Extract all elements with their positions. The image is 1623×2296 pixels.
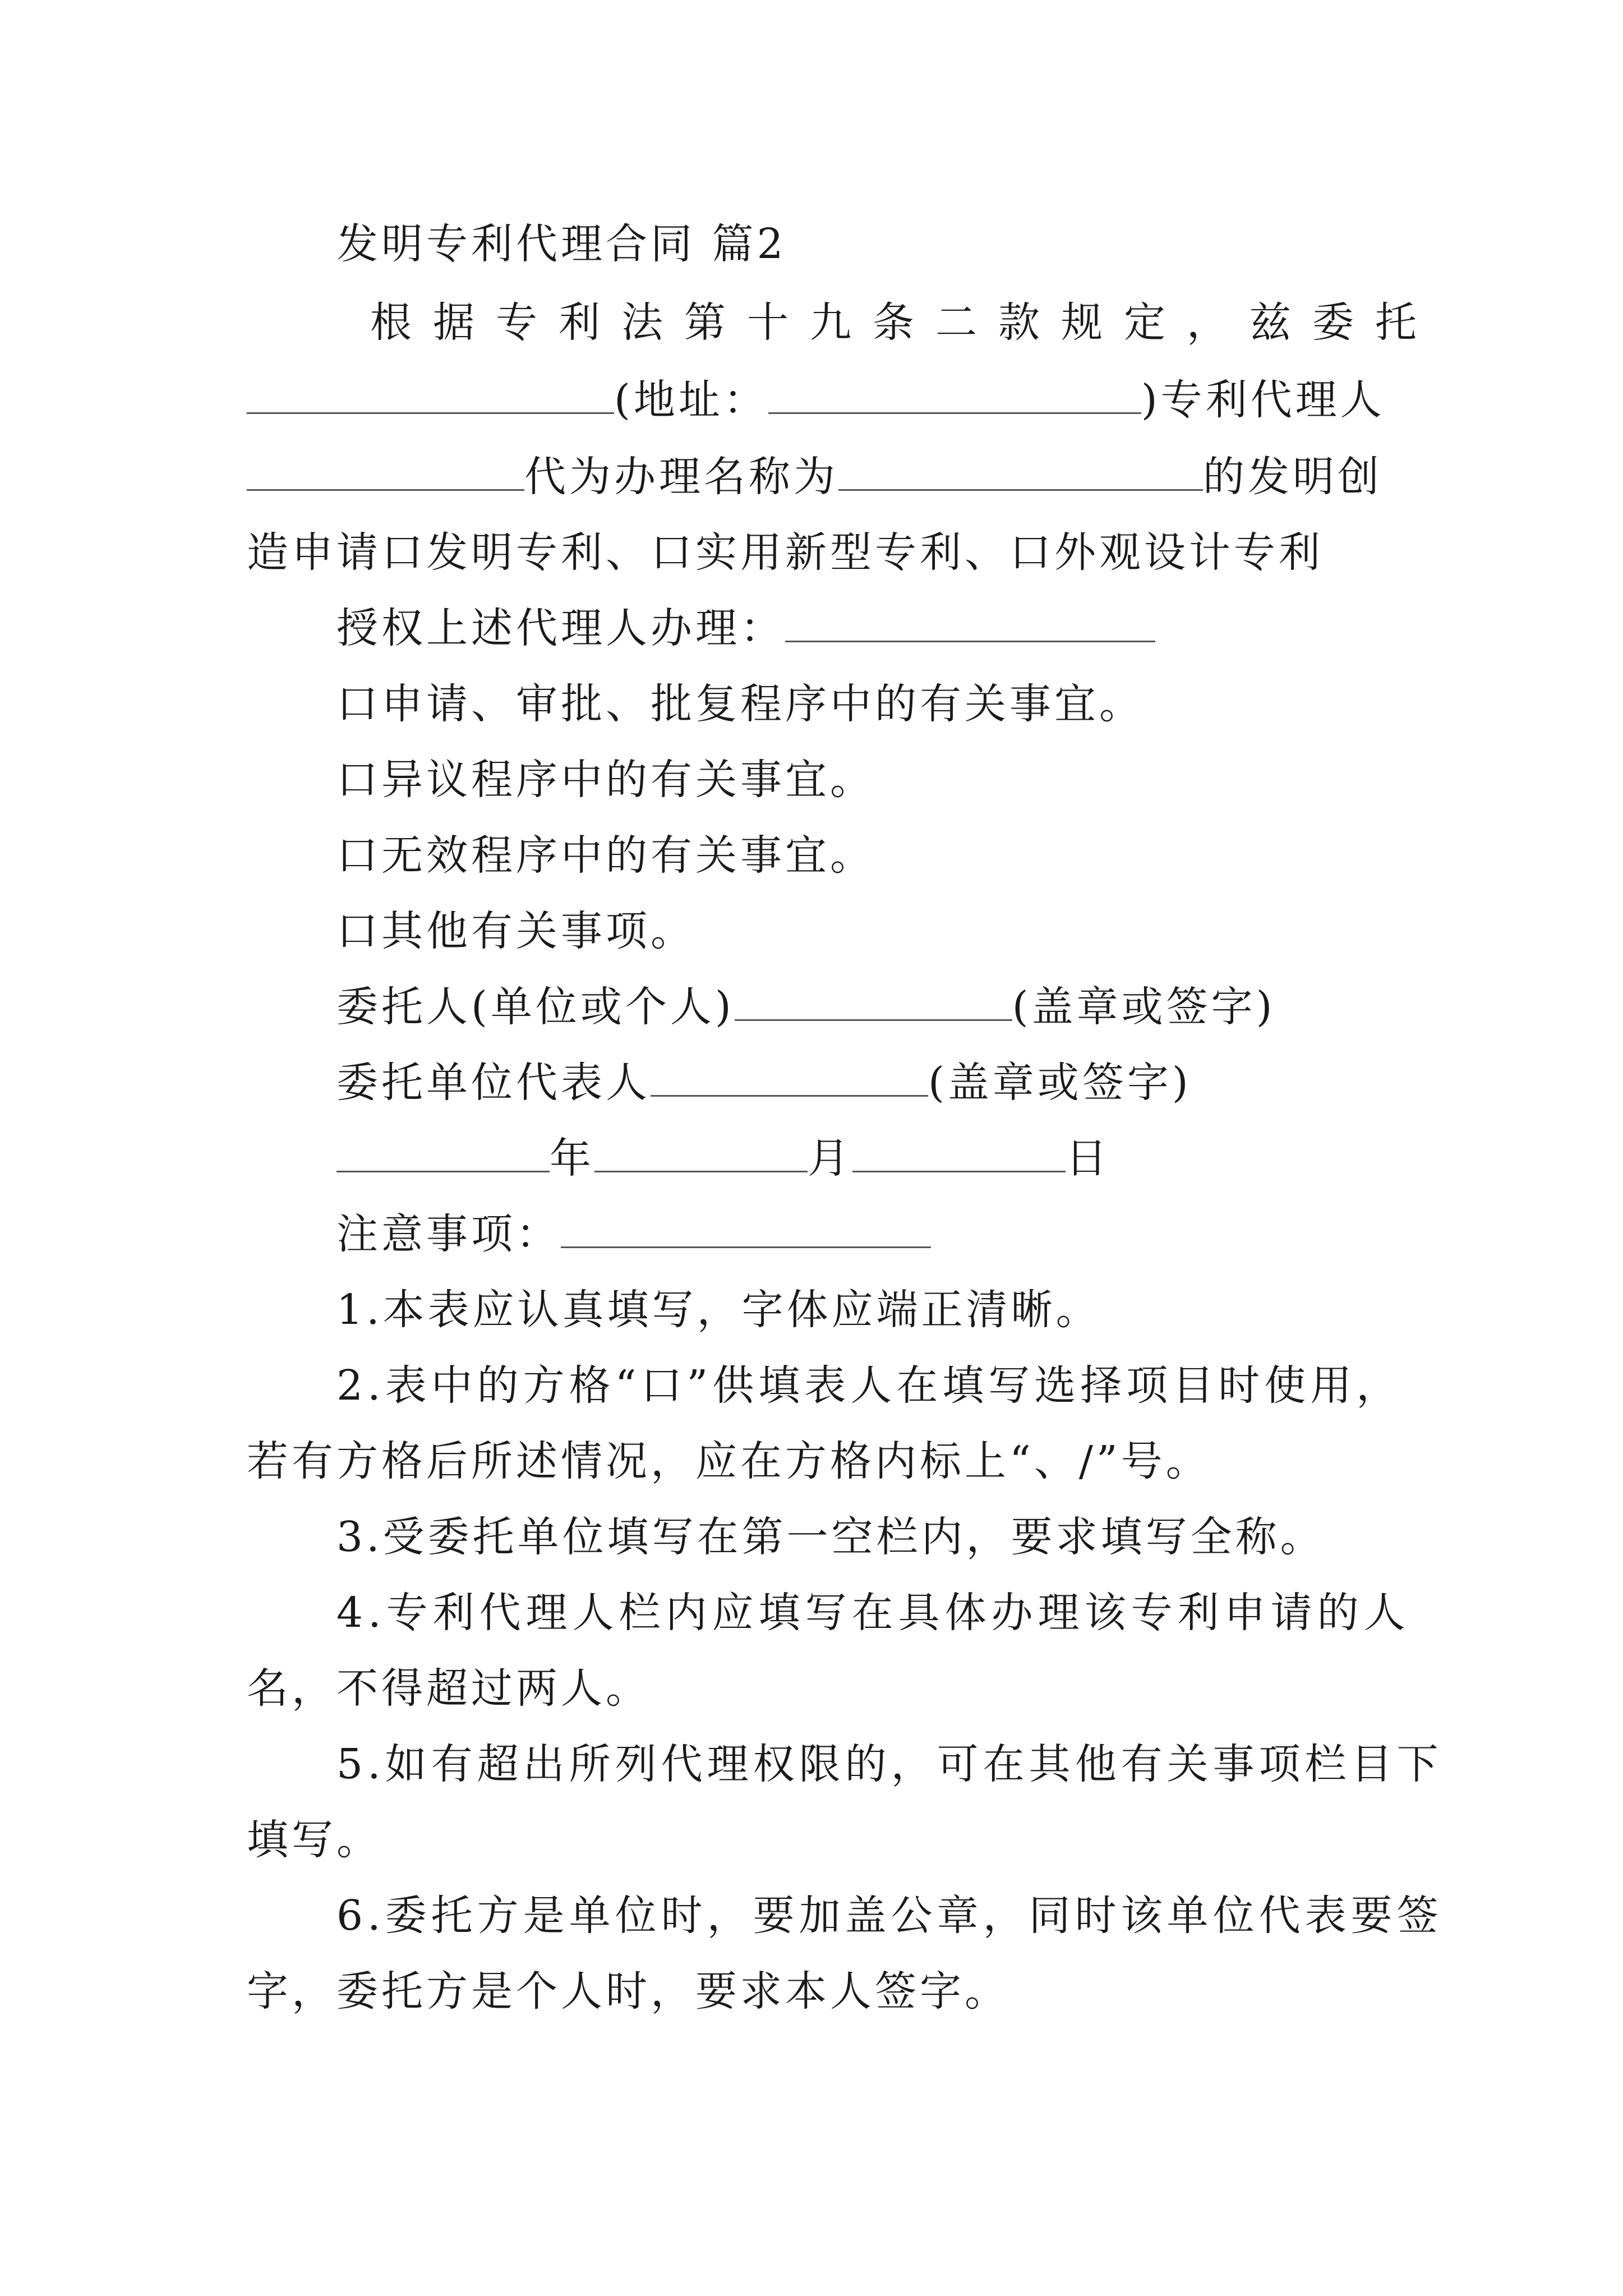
checkbox-item: 口申请、审批、批复程序中的有关事宜。: [336, 680, 1144, 728]
note-item-continued: 填写。: [247, 1816, 381, 1864]
invention-suffix: 的发明创: [1203, 453, 1382, 501]
day-label: 日: [1066, 1134, 1110, 1182]
note-item: 6.委托方是单位时，要加盖公章，同时该单位代表要签: [336, 1892, 1443, 1940]
checkbox-item: 口异议程序中的有关事宜。: [336, 756, 875, 804]
month-label: 月: [808, 1134, 852, 1182]
authorize-blank[interactable]: [785, 606, 1155, 642]
note-item: 5.如有超出所列代理权限的，可在其他有关事项栏目下: [336, 1740, 1443, 1788]
principal-blank[interactable]: [247, 378, 614, 414]
month-blank[interactable]: [594, 1136, 808, 1172]
day-blank[interactable]: [852, 1136, 1066, 1172]
principal-label: 委托人(单位或个人): [336, 983, 735, 1031]
address-blank[interactable]: [768, 378, 1141, 414]
notes-line: [336, 1206, 931, 1262]
note-item-continued: 字，委托方是个人时，要求本人签字。: [247, 1967, 1009, 2016]
checkbox-item: 口其他有关事项。: [336, 907, 695, 955]
note-item: 3.受委托单位填写在第一空栏内，要求填写全称。: [336, 1513, 1325, 1561]
notes-blank[interactable]: [561, 1212, 931, 1248]
year-blank[interactable]: [336, 1136, 550, 1172]
intro-line-4: 造申请口发明专利、口实用新型专利、口外观设计专利: [247, 528, 1324, 577]
address-close-label: )专利代理人: [1141, 376, 1385, 424]
authorize-line: [336, 600, 1155, 656]
proxy-text: 代为办理名称为: [524, 453, 838, 501]
note-item: 1.本表应认真填写，字体应端正清晰。: [336, 1286, 1101, 1334]
principal-signature-line: [336, 979, 1276, 1035]
representative-seal-label: (盖章或签字): [928, 1059, 1192, 1107]
representative-label: 委托单位代表人: [336, 1059, 651, 1107]
note-item-continued: 名，不得超过两人。: [247, 1664, 651, 1713]
checkbox-item: 口无效程序中的有关事宜。: [336, 831, 875, 880]
agent-blank[interactable]: [247, 454, 524, 491]
notes-label: 注意事项：: [336, 1210, 561, 1258]
document-title: 发明专利代理合同 篇2: [336, 220, 787, 268]
note-item-continued: 若有方格后所述情况，应在方格内标上“、/”号。: [247, 1437, 1211, 1485]
invention-name-blank[interactable]: [838, 454, 1203, 491]
representative-signature-blank[interactable]: [651, 1060, 928, 1097]
intro-line-2: [247, 372, 1385, 428]
intro-line-3: [247, 449, 1382, 505]
address-open-label: (地址：: [614, 376, 768, 424]
intro-line-1: 根据专利法第十九条二款规定，兹委托: [370, 298, 1438, 347]
note-item: 2.表中的方格“口”供填表人在填写选择项目时使用，: [336, 1361, 1403, 1410]
representative-signature-line: [336, 1055, 1192, 1111]
year-label: 年: [550, 1134, 594, 1182]
authorize-label: 授权上述代理人办理：: [336, 604, 785, 652]
principal-seal-label: (盖章或签字): [1012, 983, 1276, 1031]
date-line: [336, 1130, 1110, 1186]
note-item: 4.专利代理人栏内应填写在具体办理该专利申请的人: [336, 1589, 1410, 1637]
principal-signature-blank[interactable]: [735, 984, 1012, 1021]
